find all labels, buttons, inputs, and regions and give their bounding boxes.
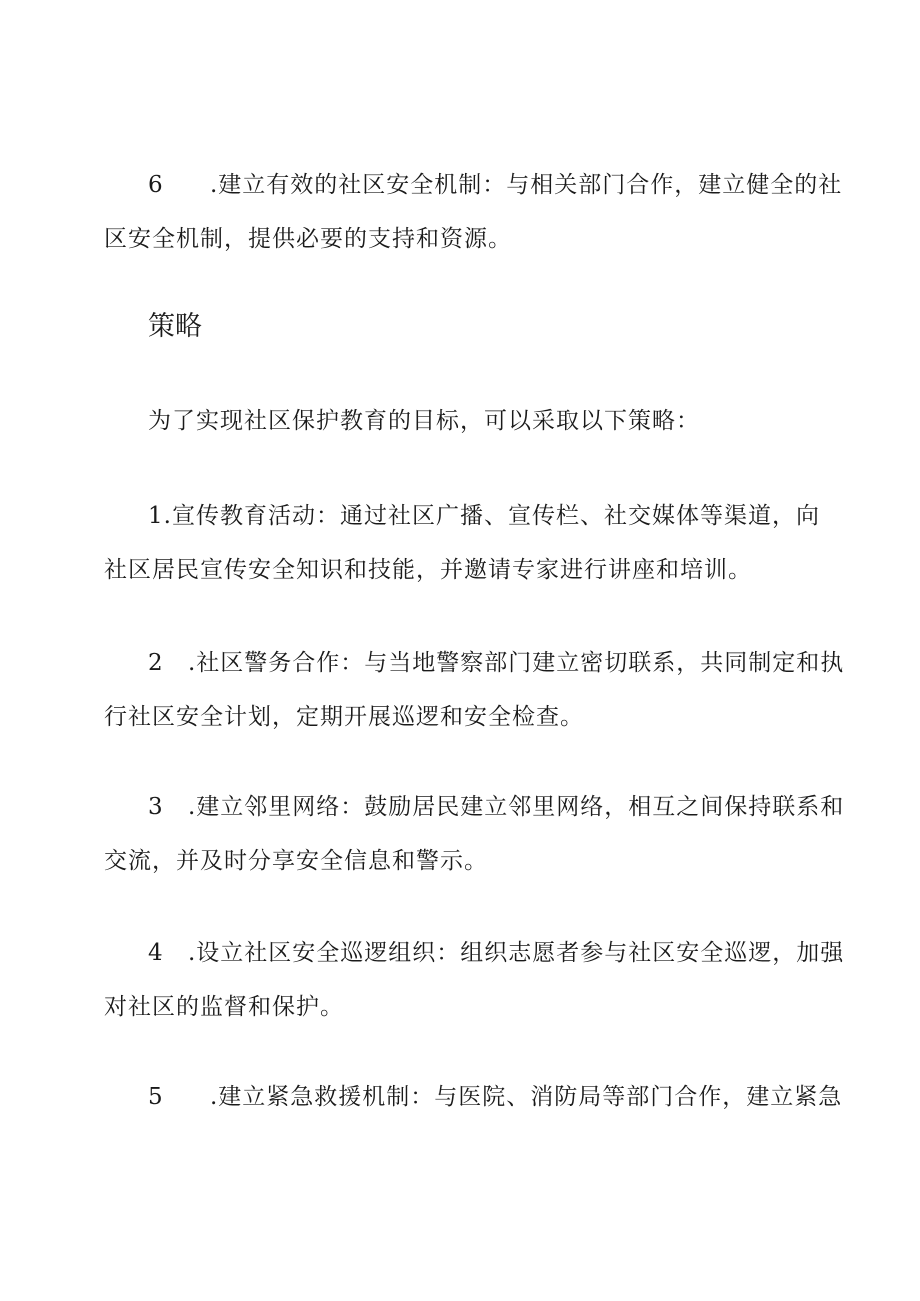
strategy-4-line-2: 对社区的监督和保护。 — [104, 994, 344, 1020]
strategy-4-text: .设立社区安全巡逻组织：组织志愿者参与社区安全巡逻，加强 — [188, 940, 845, 966]
item-6-line-2: 区安全机制，提供必要的支持和资源。 — [104, 226, 512, 252]
strategy-2-number: 2 — [148, 650, 164, 676]
strategy-2-paragraph — [104, 636, 845, 744]
strategy-2-text: .社区警务合作：与当地警察部门建立密切联系，共同制定和执 — [188, 650, 845, 676]
strategy-3-text: .建立邻里网络：鼓励居民建立邻里网络，相互之间保持联系和 — [188, 794, 845, 820]
section-heading: 策略 — [148, 311, 202, 342]
item-6-paragraph — [104, 158, 843, 266]
strategy-4-paragraph — [104, 926, 845, 1034]
strategy-1-number: 1. — [148, 503, 172, 529]
intro-paragraph — [104, 394, 820, 448]
strategy-2-line-1 — [104, 636, 845, 690]
strategy-1-line-1 — [104, 489, 820, 543]
strategy-1-line-2: 社区居民宣传安全知识和技能，并邀请专家进行讲座和培训。 — [104, 557, 752, 583]
strategy-3-line-2: 交流，并及时分享安全信息和警示。 — [104, 848, 488, 874]
strategy-4-number: 4 — [148, 940, 164, 966]
strategy-5-line-1 — [104, 1070, 843, 1124]
item-6-number: 6 — [148, 172, 164, 198]
strategy-2-line-2: 行社区安全计划，定期开展巡逻和安全检查。 — [104, 704, 584, 730]
strategy-4-line-1 — [104, 926, 845, 980]
strategy-3-line-1 — [104, 780, 845, 834]
strategy-5-text: .建立紧急救援机制：与医院、消防局等部门合作，建立紧急 — [210, 1084, 843, 1110]
item-6-text: .建立有效的社区安全机制：与相关部门合作，建立健全的社 — [210, 172, 843, 198]
strategy-1-paragraph — [104, 489, 820, 597]
item-6-line-1 — [104, 158, 843, 212]
strategy-3-number: 3 — [148, 794, 164, 820]
intro-text: 为了实现社区保护教育的目标，可以采取以下策略： — [148, 408, 700, 434]
strategy-5-paragraph — [104, 1070, 843, 1124]
strategy-1-text: 宣传教育活动：通过社区广播、宣传栏、社交媒体等渠道，向 — [171, 503, 820, 529]
strategy-3-paragraph — [104, 780, 845, 888]
strategy-5-number: 5 — [148, 1084, 164, 1110]
